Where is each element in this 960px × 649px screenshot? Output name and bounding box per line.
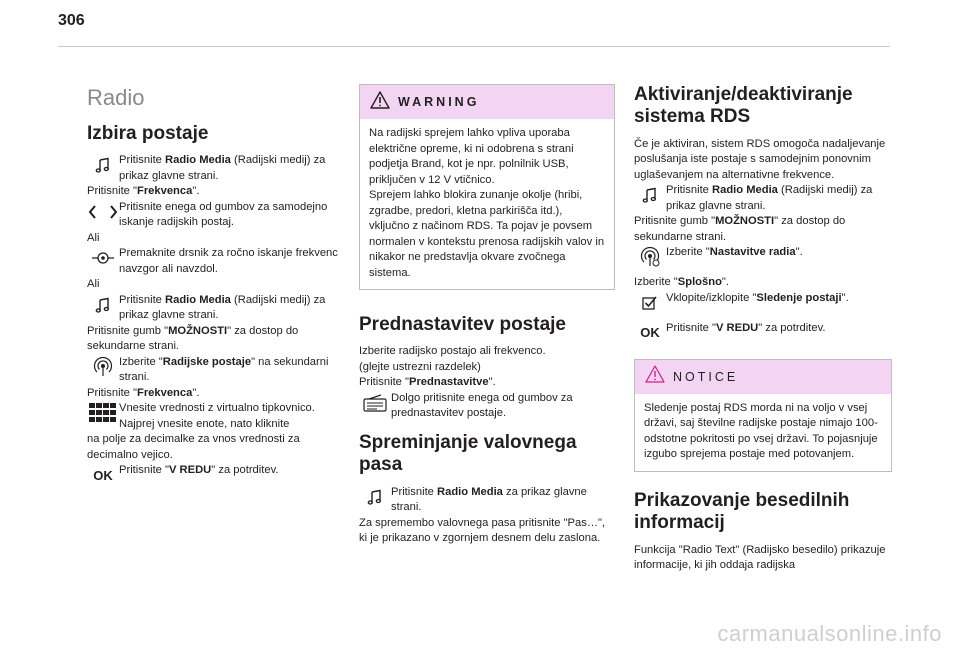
step-ok-rds	[634, 321, 892, 345]
warning-text: Na radijski sprejem lahko vpliva uporaba električne opreme, ki ni odobrena s strani podjetja Brand, kot je npr. polnilnik USB, priključen v 12 V vtičnico.	[369, 127, 574, 186]
step-text: Pritisnite Radio Media (Radijski medij) za prikaz glavne strani.	[666, 184, 873, 212]
notice-body: Sledenje postaj RDS morda ni na voljo v vsej državi, saj številne radijske postaje nimajo 100-odstotne pokritosti po vsej državi. To pojasnjuje izgubo sprejema postaje med potovanjem.	[644, 401, 878, 461]
or-text: Ali	[87, 278, 100, 291]
step-text: Pritisnite Radio Media za prikaz glavne strani.	[391, 485, 587, 514]
step-nastavitve-radia	[634, 245, 892, 269]
seek-arrows-icon	[87, 200, 119, 224]
step-text: Pritisnite "V REDU" za potrditev.	[119, 464, 279, 477]
step-text: Pritisnite enega od gumbov za samodejno iskanje radijskih postaj.	[119, 200, 328, 229]
notice-triangle-icon	[645, 365, 665, 388]
step-text: Vklopite/izklopite "Sledenje postaji".	[666, 291, 849, 304]
warning-triangle-icon	[370, 91, 390, 114]
warning-text: Sprejem lahko blokira zunanje okolje (hribi, zgradbe, predori, kletna parkirišča itd.), vključno z načinom RDS. Ta pojav je povsem normalen v kontekstu prenosa radijskih valov in nikakor ne predstavlja okvare zvočnega sistema.	[369, 189, 605, 279]
checkbox-icon	[634, 291, 666, 315]
body-text: Za spremembo valovnega pasa pritisnite "Pas…", ki je prikazano v zgornjem desnem delu zaslona.	[359, 516, 606, 545]
right-column	[634, 84, 892, 574]
warning-box	[359, 84, 615, 290]
notice-box	[634, 359, 892, 472]
step-seek	[87, 200, 345, 231]
step-keypad	[87, 401, 345, 432]
step-text: Dolgo pritisnite enega od gumbov za prednastavitev postaje.	[391, 391, 573, 420]
middle-column	[359, 84, 615, 547]
notice-header	[635, 360, 891, 394]
section-heading-izbira: Izbira postaje	[87, 123, 209, 144]
step-text: Izberite "Nastavitve radia".	[666, 246, 803, 259]
para-decimal: na polje za decimalke za vnos vrednosti za decimalno vejico.	[87, 433, 300, 461]
step-radio-media	[87, 153, 345, 184]
step-radio-media-rds	[634, 183, 892, 214]
para-moznosti: Pritisnite gumb "MOŽNOSTI" za dostop do sekundarne strani.	[634, 215, 846, 243]
watermark: carmanualsonline.info	[717, 621, 942, 646]
ok-icon: OK	[93, 467, 113, 483]
para-frekvenca: Pritisnite "Frekvenca".	[87, 185, 200, 198]
step-sledenje	[634, 291, 892, 315]
para-frekvenca-2: Pritisnite "Frekvenca".	[87, 386, 200, 399]
notice-title: NOTICE	[673, 369, 739, 384]
body-text: (glejte ustrezni razdelek)	[359, 360, 481, 373]
para-splosno: Izberite "Splošno".	[634, 276, 730, 289]
step-text: Pritisnite "V REDU" za potrditev.	[666, 321, 826, 334]
ok-icon: OK	[640, 325, 660, 341]
body-text: Izberite radijsko postajo ali frekvenco.	[359, 345, 546, 358]
slider-target-icon	[87, 246, 119, 270]
para-prednastavitve: Pritisnite "Prednastavitve".	[359, 376, 496, 389]
radio-settings-icon	[634, 245, 666, 269]
or-text: Ali	[87, 231, 100, 244]
step-text: Izberite "Radijske postaje" na sekundarni strani.	[119, 355, 329, 384]
music-note-icon	[634, 183, 666, 207]
step-presets	[359, 391, 615, 422]
step-radio-media-2	[87, 293, 345, 324]
music-note-icon	[87, 293, 119, 317]
warning-body	[360, 119, 614, 289]
music-note-icon	[87, 153, 119, 177]
step-text: Pritisnite Radio Media (Radijski medij) za prikaz glavne strani.	[119, 154, 326, 182]
step-radijske-postaje	[87, 355, 345, 386]
step-slider	[87, 246, 345, 277]
step-text: Premaknite drsnik za ročno iskanje frekvenc navzgor ali navzdol.	[119, 247, 338, 275]
step-text: Pritisnite Radio Media (Radijski medij) za prikaz glavne strani.	[119, 293, 326, 322]
body-text: Če je aktiviran, sistem RDS omogoča nadaljevanje poslušanja iste postaje s samodejnim ponovnim uglaševanjem na alternativne frekvence.	[634, 137, 886, 181]
step-text: Vnesite vrednosti z virtualno tipkovnico. Najprej vnesite enote, nato kliknite	[119, 402, 315, 430]
preset-radio-icon	[359, 391, 391, 415]
step-radio-media-band	[359, 485, 615, 516]
keypad-icon	[87, 401, 119, 425]
radio-signal-icon	[87, 355, 119, 379]
para-moznosti: Pritisnite gumb "MOŽNOSTI" za dostop do sekundarne strani.	[87, 324, 299, 353]
body-text: Funkcija "Radio Text" (Radijsko besedilo) prikazuje informacije, ki jih oddaja radijska	[634, 543, 886, 572]
music-note-icon	[359, 485, 391, 509]
section-heading-rds: Aktiviranje/deaktiviranje sistema RDS	[634, 84, 853, 128]
section-heading-valovni-pas: Spreminjanje valovnega pasa	[359, 431, 577, 476]
step-ok	[87, 463, 345, 487]
chapter-title: Radio	[87, 85, 145, 110]
warning-title: WARNING	[398, 95, 480, 109]
header-rule	[58, 46, 890, 47]
section-heading-prednastavitev: Prednastavitev postaje	[359, 314, 566, 335]
section-heading-besedilo: Prikazovanje besedilnih informacij	[634, 489, 850, 534]
left-column	[87, 70, 345, 487]
warning-header	[360, 85, 614, 119]
page-number: 306	[58, 12, 85, 29]
